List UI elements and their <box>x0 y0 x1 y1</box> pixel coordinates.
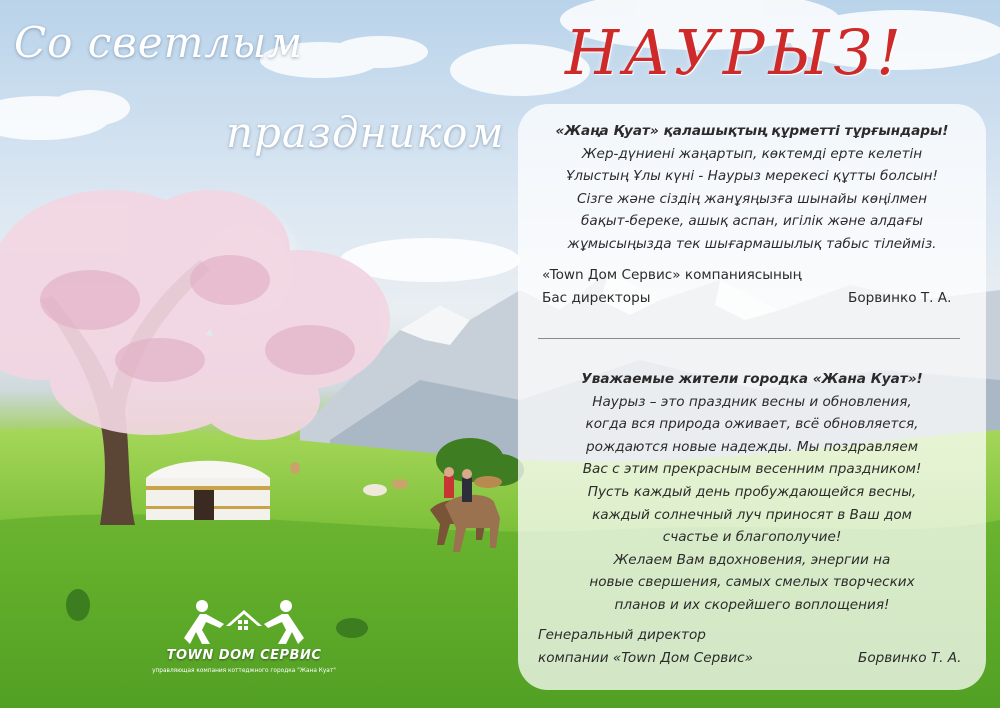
greeting-kazakh-salutation: «Жаңа Қуат» қалашықтың құрметті тұрғындары! <box>555 123 949 139</box>
greeting-russian-line: рождаются новые надежды. Мы поздравляем <box>586 438 918 455</box>
greeting-russian-line: Желаем Вам вдохновения, энергии на <box>613 551 891 568</box>
greeting-kazakh-line: Жер-дүниені жаңартып, көктемді ерте келетін <box>581 145 923 162</box>
greeting-russian-line: Наурыз – это праздник весны и обновления, <box>592 393 912 410</box>
greeting-kazakh-line: Ұлыстың Ұлы күні - Наурыз мерекесі құтты болсын! <box>565 168 938 185</box>
signature-kazakh-position: Бас директоры <box>542 290 651 306</box>
greeting-russian-line: счастье и благополучие! <box>662 529 842 546</box>
greeting-kazakh-line: бақыт-береке, ашық аспан, игілік және алдағы <box>581 213 923 230</box>
yurt <box>146 461 270 520</box>
greeting-russian-line: Вас с этим прекрасным весенним праздником! <box>582 461 922 478</box>
greeting-russian-salutation: Уважаемые жители городка «Жана Куат»! <box>581 371 923 387</box>
company-logo <box>148 598 340 678</box>
greeting-russian-line: когда вся природа оживает, всё обновляется, <box>585 416 919 433</box>
signature-russian-company: компании «Town Дом Сервис» <box>538 650 753 666</box>
greeting-russian-line: планов и их скорейшего воплощения! <box>614 596 890 613</box>
greeting-russian-line: каждый солнечный луч приносят в Ваш дом <box>592 506 912 523</box>
signature-russian-name: Борвинко Т. А. <box>858 650 962 666</box>
two-people-house-icon <box>180 598 308 646</box>
holiday-title: НАУРЫЗ! <box>565 16 906 89</box>
signature-kazakh-company: «Town Дом Сервис» компаниясының <box>542 267 802 283</box>
greeting-kazakh-line: Сізге және сіздің жанұяңызға шынайы көңілмен <box>576 190 928 207</box>
logo-tagline: управляющая компания коттеджного городка "Жана Куат" <box>152 668 336 674</box>
signature-russian <box>518 624 986 670</box>
headline-line-1: Со светлым <box>14 18 304 67</box>
greeting-russian-line: Пусть каждый день пробуждающейся весны, <box>587 483 917 500</box>
signature-russian-position: Генеральный директор <box>538 627 706 643</box>
section-divider <box>538 338 960 339</box>
message-panel <box>518 104 986 690</box>
greeting-russian <box>518 368 986 617</box>
signature-kazakh-name: Борвинко Т. А. <box>848 290 952 306</box>
greeting-russian-line: новые свершения, самых смелых творческих <box>589 574 915 591</box>
logo-company-name: TOWN DOM СЕРВИС <box>166 648 322 663</box>
signature-kazakh <box>518 264 986 310</box>
greeting-kazakh-line: жұмысыңызда тек шығармашылық табыс тілейміз. <box>567 235 937 252</box>
greeting-kazakh <box>518 120 986 256</box>
headline-line-2: праздником <box>226 108 505 157</box>
